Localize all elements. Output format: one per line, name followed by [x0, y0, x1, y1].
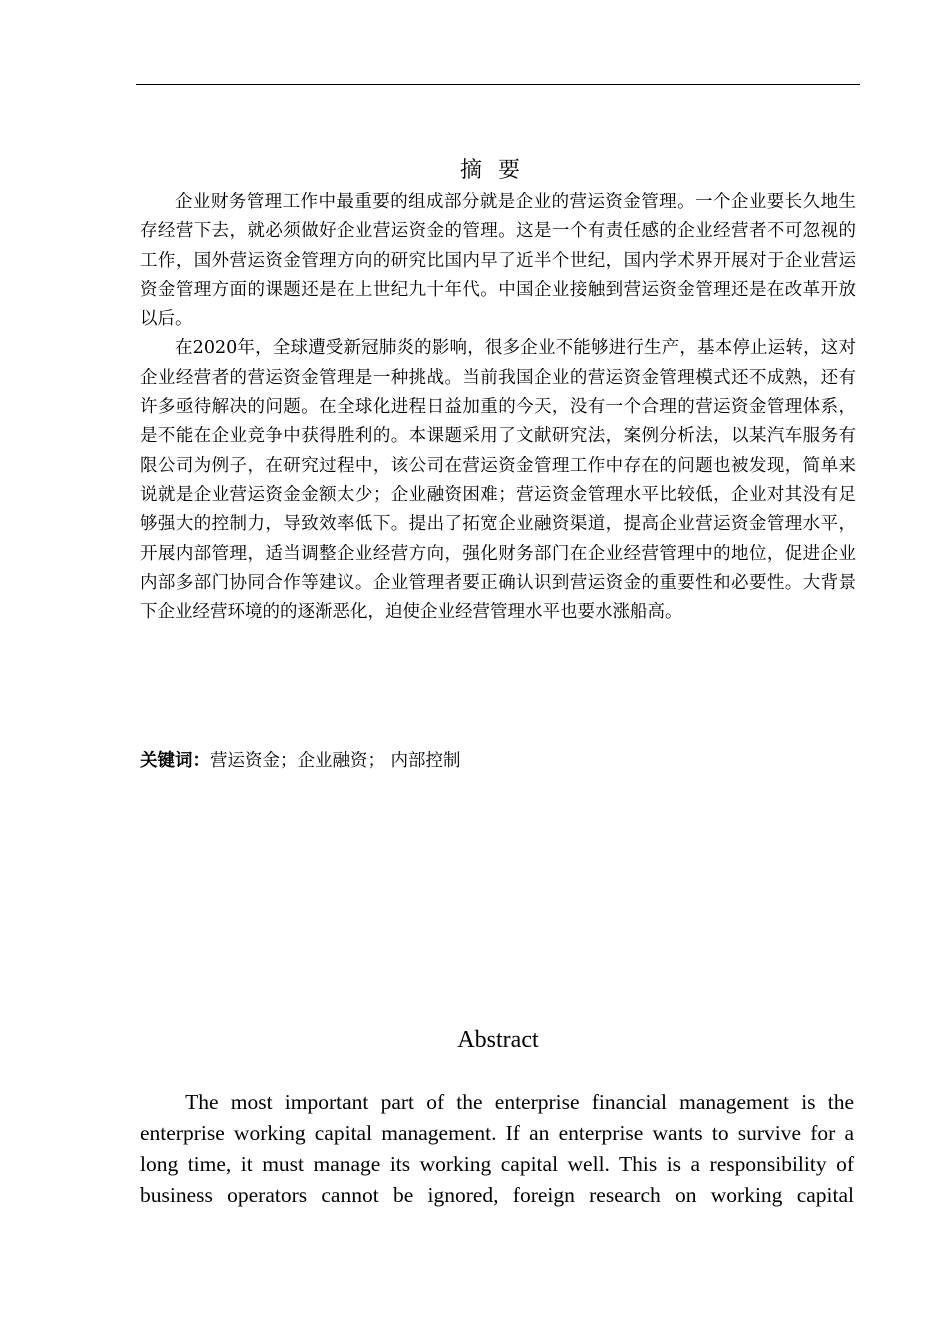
chinese-abstract-paragraph-2: 在2020年，全球遭受新冠肺炎的影响，很多企业不能够进行生产，基本停止运转，这对企业经营者的营运资金管理是一种挑战。当前我国企业的营运资金管理模式还不成熟，还有许多亟待解决的问题。在全球化进程日益加重的今天，没有一个合理的营运资金管理体系，是不能在企业竞争中获得胜利的。本课题采用了文献研究法，案例分析法，以某汽车服务有限公司为例子，在研究过程中，该公司在营运资金管理工作中存在的问题也被发现，简单来说就是企业营运资金金额太少；企业融资困难；营运资金管理水平比较低，企业对其没有足够强大的控制力，导致效率低下。提出了拓宽企业融资渠道，提高企业营运资金管理水平，开展内部管理，适当调整企业经营方向，强化财务部门在企业经营管理中的地位，促进企业内部多部门协同合作等建议。企业管理者要正确认识到营运资金的重要性和必要性。大背景下企业经营环境的的逐渐恶化，迫使企业经营管理水平也要水涨船高。: [140, 338, 856, 623]
header-rule: [136, 84, 860, 85]
english-abstract-paragraph: The most important part of the enterprise financial management is the enterprise working capital management. If an enterprise wants to survive for a long time, it must manage its working capital well. This is a responsibility of business operators cannot be ignored, foreign research on working capital: [140, 1090, 854, 1207]
chinese-abstract-body: [140, 188, 856, 627]
keywords-label: 关键词：: [140, 751, 210, 771]
chinese-abstract-title: 摘要: [459, 158, 536, 183]
english-abstract-title: Abstract: [457, 1027, 539, 1053]
chinese-abstract-paragraph-1: 企业财务管理工作中最重要的组成部分就是企业的营运资金管理。一个企业要长久地生存经营下去，就必须做好企业营运资金的管理。这是一个有责任感的企业经营者不可忽视的工作，国外营运资金管理方向的研究比国内早了近半个世纪，国内学术界开展对于企业营运资金管理方面的课题还是在上世纪九十年代。中国企业接触到营运资金管理还是在改革开放以后。: [140, 192, 856, 330]
keywords-line: [140, 746, 856, 776]
keywords-text: 营运资金；企业融资； 内部控制: [210, 751, 461, 771]
